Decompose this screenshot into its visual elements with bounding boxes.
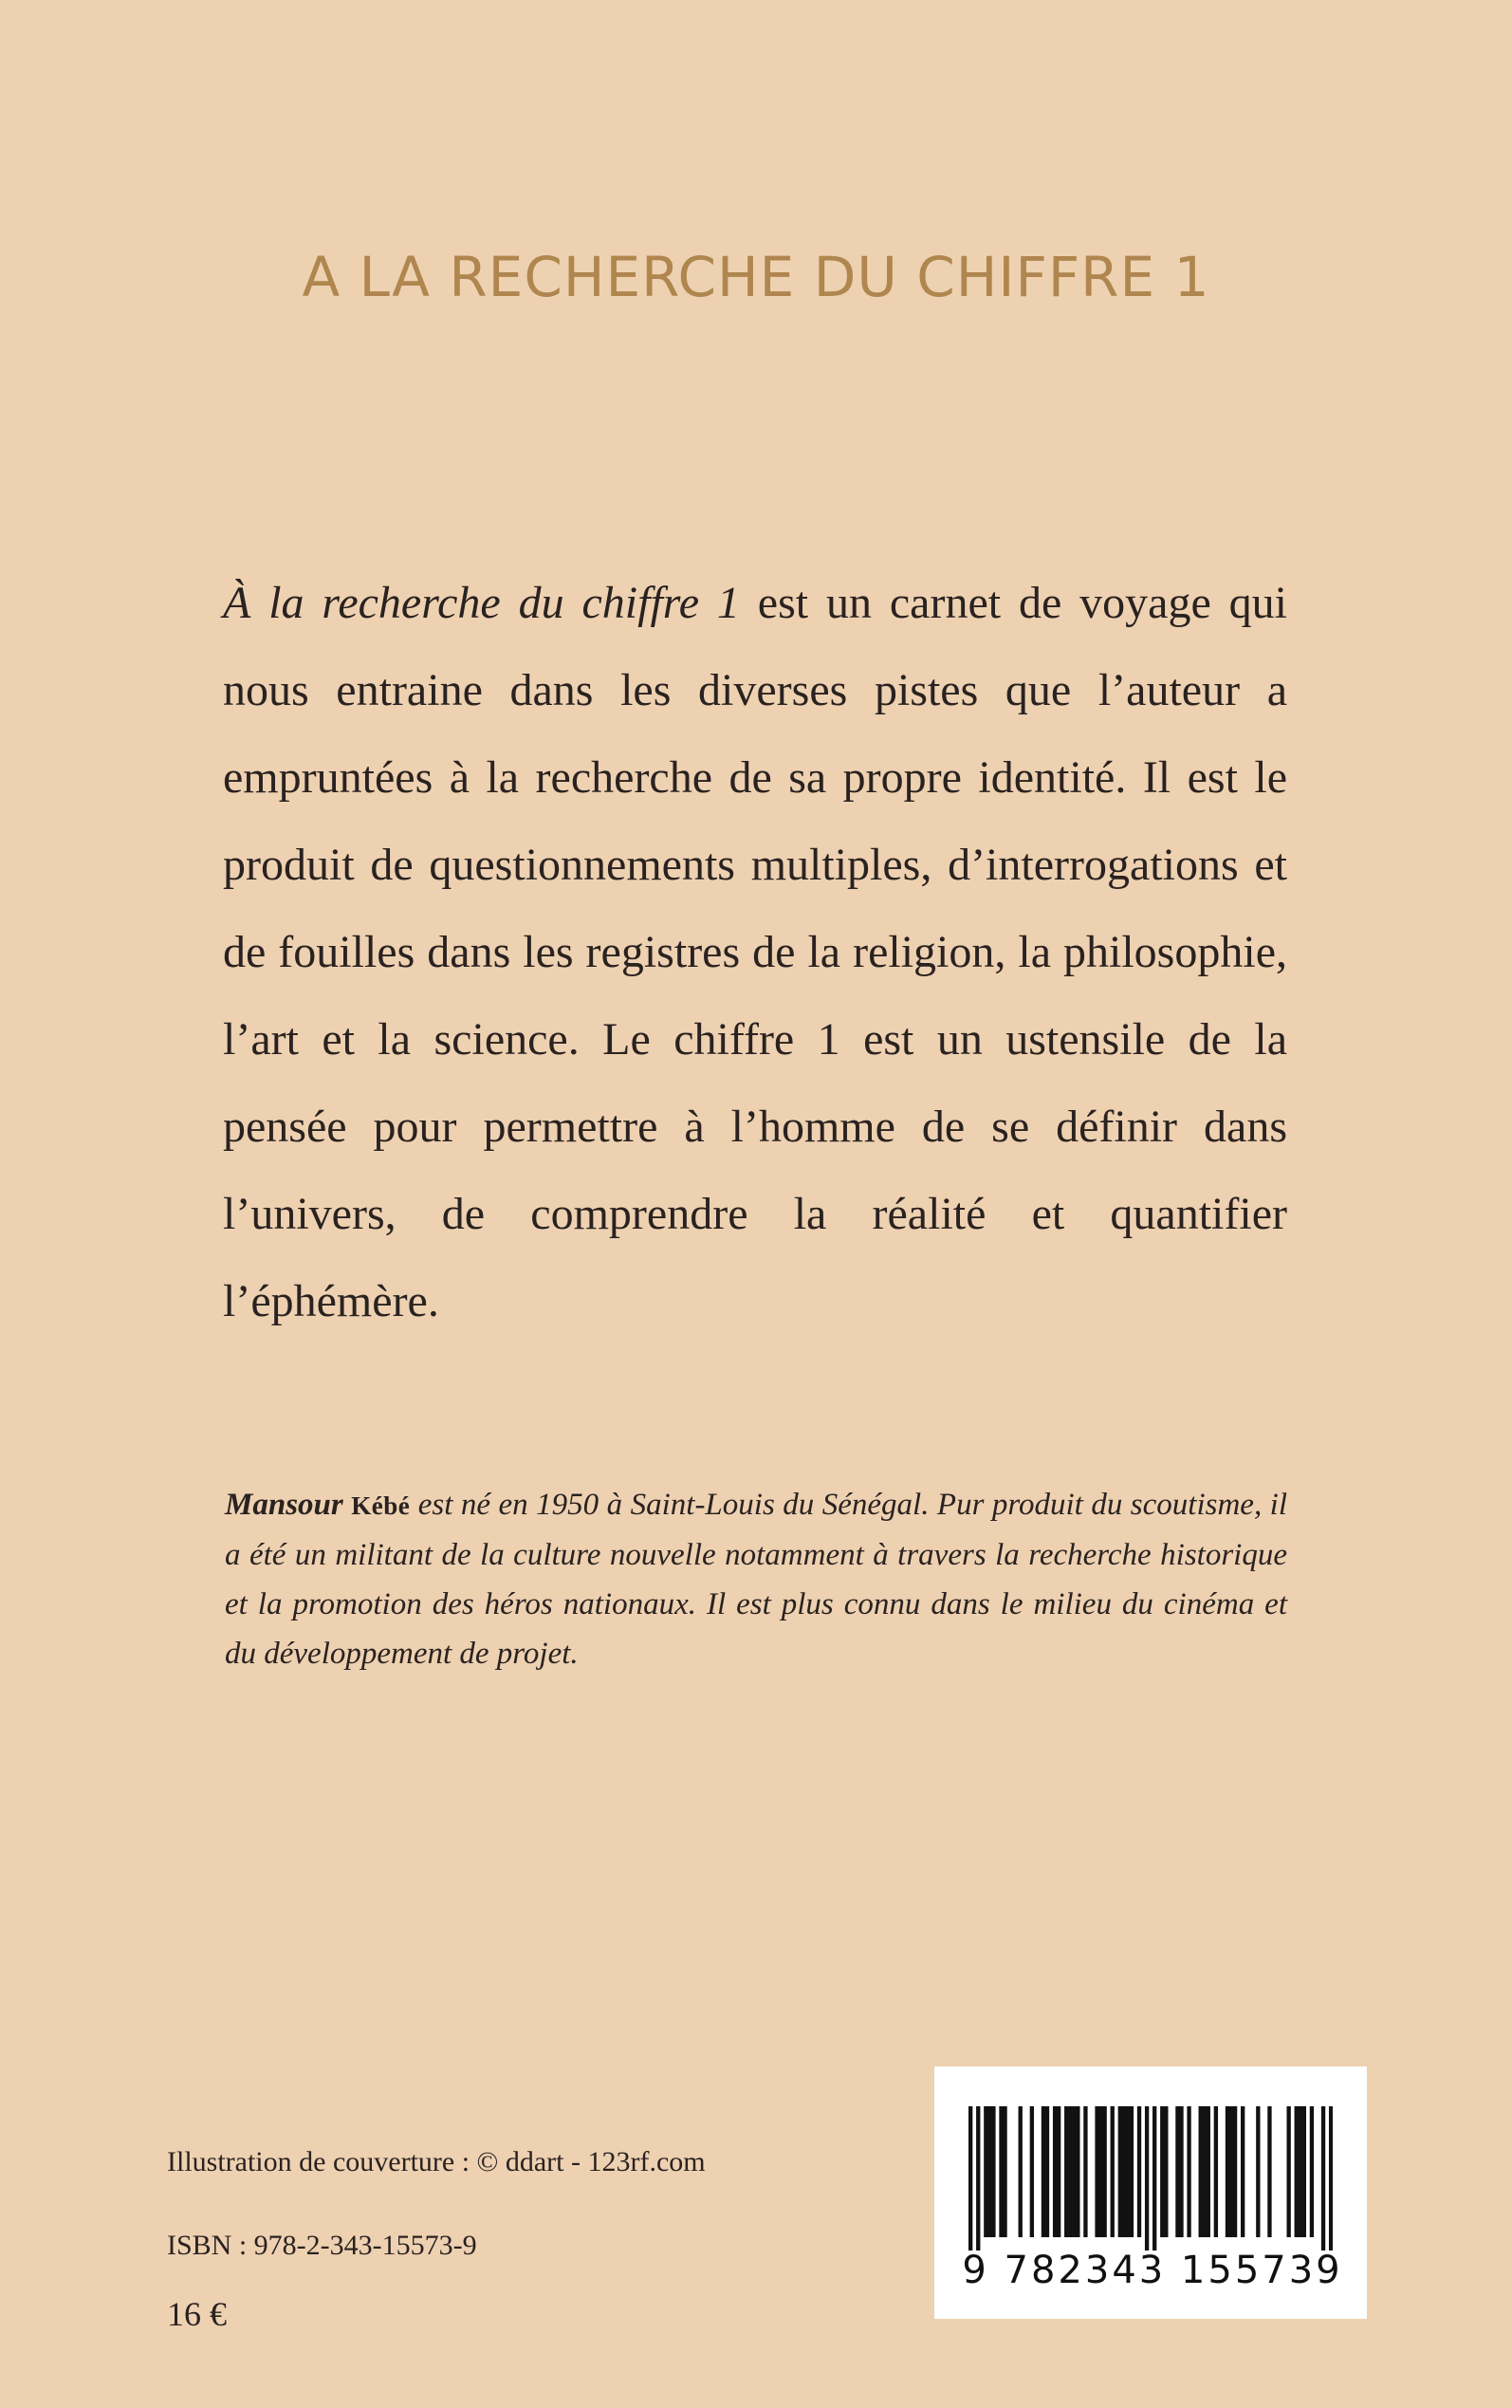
barcode-bar bbox=[1199, 2106, 1203, 2237]
barcode-bar bbox=[1068, 2106, 1072, 2237]
author-first-name: Mansour bbox=[225, 1488, 352, 1522]
barcode-bar bbox=[1126, 2106, 1130, 2237]
barcode-bar bbox=[1102, 2106, 1106, 2237]
blurb-paragraph bbox=[223, 560, 1287, 1345]
barcode-bar bbox=[1064, 2106, 1068, 2237]
barcode-bar bbox=[991, 2106, 995, 2237]
barcode-bar bbox=[1295, 2106, 1299, 2237]
barcode-bar bbox=[1076, 2106, 1079, 2237]
barcode-bar bbox=[1118, 2106, 1122, 2237]
barcode-bar bbox=[1111, 2106, 1115, 2237]
barcode-bar bbox=[1286, 2106, 1290, 2237]
barcode-digits: 9 782343 155739 bbox=[962, 2249, 1343, 2292]
barcode-bar bbox=[1030, 2106, 1034, 2237]
barcode-bar bbox=[1329, 2106, 1333, 2251]
blurb-text: est un carnet de voyage qui nous entraine dans les diverses pistes que l’auteur a empruntées à la recherche de sa propre identité. Il est le produit de questionnements multiples, d’interrogations et de fouilles dans les registres de la religion, la philosophie, l’art et la science. Le chiffre 1 est un ustensile de la pensée pour permettre à l’homme de se définir dans l’univers, de comprendre la réalité et quantifier l’éphémère. bbox=[223, 578, 1287, 1326]
barcode bbox=[934, 2066, 1367, 2319]
barcode-bar bbox=[1003, 2106, 1006, 2237]
barcode-bar bbox=[1019, 2106, 1023, 2237]
barcode-bar bbox=[1130, 2106, 1134, 2237]
barcode-bar bbox=[1267, 2106, 1271, 2237]
barcode-bar bbox=[976, 2106, 980, 2251]
barcode-bar bbox=[1083, 2106, 1087, 2237]
barcode-bar bbox=[968, 2106, 972, 2251]
barcode-bar bbox=[1053, 2106, 1057, 2237]
barcode-bar bbox=[984, 2106, 987, 2237]
barcode-bar bbox=[1137, 2106, 1141, 2237]
barcode-bar bbox=[1207, 2106, 1210, 2237]
barcode-bar bbox=[999, 2106, 1003, 2237]
barcode-bar bbox=[1233, 2106, 1237, 2237]
barcode-bar bbox=[1164, 2106, 1168, 2237]
barcode-bar bbox=[1042, 2106, 1045, 2237]
author-last-name: Kébé bbox=[351, 1491, 411, 1520]
barcode-bar bbox=[1302, 2106, 1306, 2237]
author-bio-text: est né en 1950 à Saint-Louis du Sénégal. Pur produit du scoutisme, il a été un militant de la culture nouvelle notamment à travers la recherche historique et la promotion des héros nationaux. Il est plus connu dans le milieu du cinéma et du développement de projet. bbox=[225, 1488, 1288, 1671]
barcode-bar bbox=[1152, 2106, 1156, 2251]
barcode-bar bbox=[1057, 2106, 1060, 2237]
barcode-bar bbox=[1321, 2106, 1325, 2251]
isbn: ISBN : 978-2-343-15573-9 bbox=[167, 2230, 477, 2261]
cover-illustration-credit: Illustration de couverture : © ddart - 123rf.com bbox=[167, 2146, 706, 2177]
barcode-bar bbox=[1095, 2106, 1098, 2237]
barcode-bar bbox=[1310, 2106, 1314, 2237]
author-bio bbox=[225, 1480, 1287, 1678]
barcode-bar bbox=[1187, 2106, 1190, 2237]
barcode-bar bbox=[987, 2106, 991, 2237]
barcode-bar bbox=[1160, 2106, 1164, 2237]
barcode-bar bbox=[1072, 2106, 1076, 2237]
blurb-book-title: À la recherche du chiffre 1 bbox=[223, 578, 740, 628]
barcode-bar bbox=[1045, 2106, 1049, 2237]
barcode-bar bbox=[1241, 2106, 1245, 2237]
book-title: A LA RECHERCHE DU CHIFFRE 1 bbox=[302, 245, 1210, 309]
barcode-bar bbox=[1203, 2106, 1207, 2237]
barcode-bar bbox=[1175, 2106, 1179, 2237]
barcode-bar bbox=[1179, 2106, 1183, 2237]
barcode-bar bbox=[1214, 2106, 1218, 2237]
price: 16 € bbox=[167, 2295, 227, 2333]
barcode-bar bbox=[1229, 2106, 1233, 2237]
barcode-bar bbox=[1098, 2106, 1102, 2237]
barcode-bar bbox=[1145, 2106, 1149, 2251]
barcode-bar bbox=[1299, 2106, 1302, 2237]
barcode-bar bbox=[1256, 2106, 1260, 2237]
barcode-bar bbox=[1226, 2106, 1229, 2237]
barcode-bar bbox=[1122, 2106, 1126, 2237]
barcode-bars bbox=[968, 2106, 1333, 2251]
